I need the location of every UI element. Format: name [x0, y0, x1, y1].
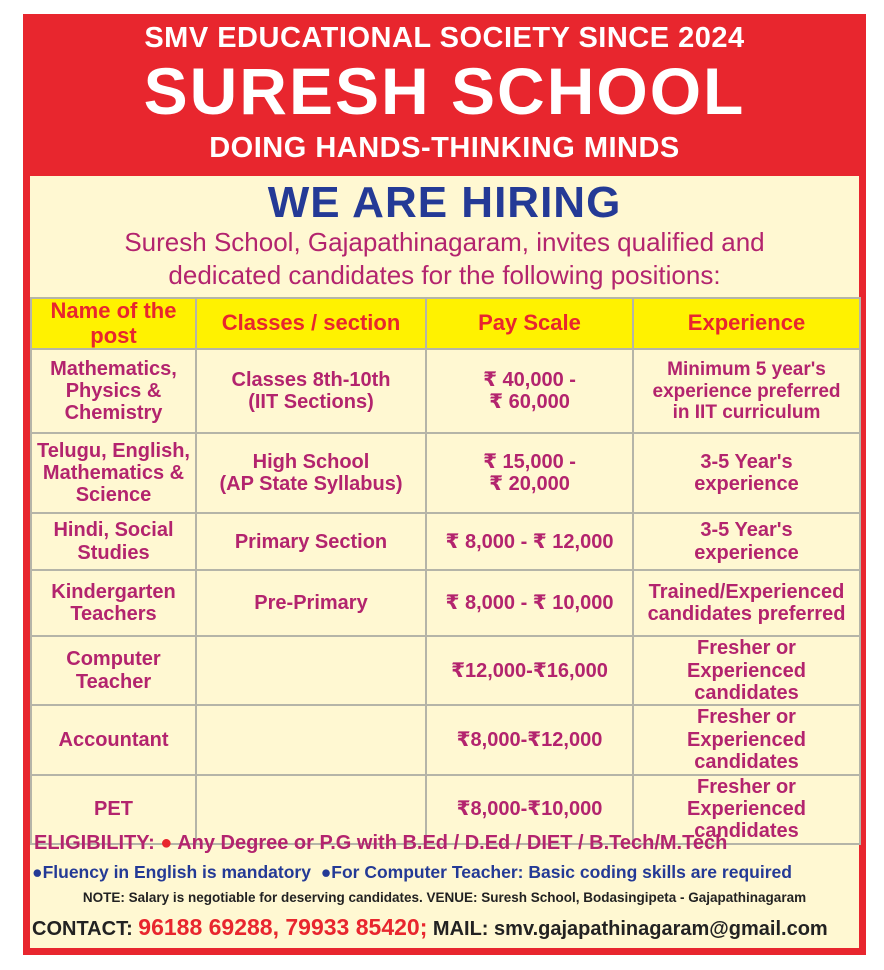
school-name: SURESH SCHOOL: [143, 54, 746, 128]
hiring-intro: [30, 226, 859, 292]
pay-cell-line: ₹ 60,000: [489, 391, 570, 414]
table-row: [31, 636, 860, 705]
post-cell-line: Studies: [77, 541, 150, 564]
pay-cell-line: ₹ 40,000 -: [483, 368, 576, 391]
experience-cell: [633, 349, 860, 433]
hiring-poster: [23, 14, 866, 955]
experience-cell-line: Experienced candidates: [687, 728, 806, 774]
post-cell-line: Mathematics &: [42, 462, 185, 485]
mail-label: MAIL:: [432, 918, 489, 940]
eligibility-label: ELIGIBILITY:: [34, 832, 155, 854]
post-cell: [31, 570, 196, 636]
post-cell: [31, 705, 196, 774]
pay-cell-line: ₹ 20,000: [489, 473, 570, 496]
pay-cell: [426, 349, 633, 433]
pay-cell-line: ₹ 8,000 - ₹ 10,000: [445, 592, 614, 615]
post-cell: [31, 433, 196, 513]
salary-note: NOTE: Salary is negotiable for deserving candidates. VENUE: Suresh School, Bodasingipeta - Gajapathinagaram: [82, 890, 807, 905]
school-tagline: DOING HANDS-THINKING MINDS: [209, 132, 680, 164]
header-post: Name of the post: [31, 298, 196, 349]
table-row: [31, 349, 860, 433]
pay-cell: [426, 513, 633, 570]
classes-cell-line: Classes 8th-10th: [231, 368, 391, 391]
table-row: [31, 433, 860, 513]
pay-cell-line: ₹8,000-₹10,000: [456, 797, 603, 820]
poster-header: [23, 14, 866, 174]
pay-cell: [426, 636, 633, 705]
post-cell-line: Science: [75, 484, 152, 507]
experience-cell-line: Trained/Experienced: [648, 580, 845, 603]
eligibility-text: Any Degree or P.G with B.Ed / D.Ed / DIET / B.Tech/M.Tech: [177, 832, 728, 854]
experience-cell-line: Fresher or Experienced: [687, 637, 806, 682]
poster-body: [30, 176, 859, 948]
bullet-icon: ●: [320, 862, 332, 882]
pay-cell-line: ₹ 15,000 -: [483, 450, 576, 473]
classes-cell: [196, 349, 426, 433]
post-cell-line: Accountant: [58, 728, 169, 751]
experience-cell-line: Minimum 5 year's: [667, 359, 826, 381]
post-cell-line: Teachers: [70, 603, 157, 626]
experience-cell-line: in IIT curriculum: [672, 401, 821, 423]
experience-cell-line: 3-5 Year's: [700, 450, 793, 473]
post-cell-line: Computer: [66, 648, 161, 671]
classes-cell-line: Primary Section: [234, 530, 388, 553]
experience-cell-line: candidates: [694, 682, 799, 705]
positions-body: [31, 349, 860, 844]
eligibility-line: [30, 832, 863, 855]
experience-cell-line: Fresher or: [697, 706, 796, 729]
society-name: SMV EDUCATIONAL SOCIETY SINCE 2024: [144, 22, 745, 54]
pay-cell-line: ₹ 8,000 - ₹ 12,000: [445, 530, 614, 553]
experience-cell-line: candidates preferred: [647, 603, 846, 626]
fluency-text: Fluency in English is mandatory: [42, 862, 311, 882]
header-experience: Experience: [633, 298, 860, 349]
positions-table: [30, 297, 861, 845]
classes-cell: [196, 636, 426, 705]
classes-cell-line: (IIT Sections): [248, 391, 374, 414]
hiring-title: WE ARE HIRING: [267, 178, 622, 227]
intro-line: dedicated candidates for the following positions:: [168, 260, 721, 290]
post-cell-line: Telugu, English,: [37, 439, 190, 462]
email-address: smv.gajapathinagaram@gmail.com: [494, 918, 828, 940]
header-pay: Pay Scale: [426, 298, 633, 349]
classes-cell: [196, 570, 426, 636]
table-header-row: [31, 298, 860, 349]
experience-cell: [633, 513, 860, 570]
experience-cell: [633, 433, 860, 513]
bullet-icon: ●: [32, 862, 43, 882]
post-cell-line: Kindergarten: [51, 580, 176, 603]
bullet-icon: ●: [160, 832, 173, 854]
classes-cell-line: (AP State Syllabus): [219, 473, 403, 496]
pay-cell: [426, 570, 633, 636]
contact-line: [30, 914, 861, 941]
experience-cell: [633, 705, 860, 774]
table-row: [31, 570, 860, 636]
classes-cell: [196, 705, 426, 774]
post-cell: [31, 349, 196, 433]
experience-cell: [633, 636, 860, 705]
post-cell-line: Chemistry: [64, 402, 163, 425]
header-classes: Classes / section: [196, 298, 426, 349]
classes-cell: [196, 433, 426, 513]
experience-cell-line: experience: [694, 473, 799, 496]
post-cell: [31, 636, 196, 705]
experience-cell-line: candidates: [694, 820, 799, 843]
table-row: [31, 705, 860, 774]
pay-cell-line: ₹8,000-₹12,000: [456, 728, 603, 751]
table-row: [31, 513, 860, 570]
experience-cell-line: Fresher or Experienced: [687, 775, 806, 820]
classes-cell-line: Pre-Primary: [254, 592, 368, 615]
classes-cell-line: High School: [252, 450, 370, 473]
experience-cell-line: 3-5 Year's: [700, 519, 793, 542]
experience-cell-line: experience: [694, 541, 799, 564]
intro-line: Suresh School, Gajapathinagaram, invites qualified and: [124, 227, 765, 257]
phone-numbers: 96188 69288, 79933 85420;: [138, 914, 428, 940]
post-cell-line: Hindi, Social: [53, 519, 174, 542]
post-cell-line: Teacher: [75, 670, 152, 693]
computer-teacher-note: For Computer Teacher: Basic coding skills are required: [331, 862, 792, 882]
post-cell-line: Mathematics,: [50, 357, 177, 380]
experience-cell: [633, 570, 860, 636]
pay-cell: [426, 705, 633, 774]
experience-cell-line: experience preferred: [652, 380, 841, 402]
post-cell: [31, 513, 196, 570]
pay-cell: [426, 433, 633, 513]
post-cell-line: Physics &: [65, 380, 162, 403]
classes-cell: [196, 513, 426, 570]
post-cell-line: PET: [94, 797, 133, 820]
requirements-line: [30, 862, 861, 883]
pay-cell-line: ₹12,000-₹16,000: [451, 659, 608, 682]
contact-label: CONTACT:: [32, 918, 133, 940]
